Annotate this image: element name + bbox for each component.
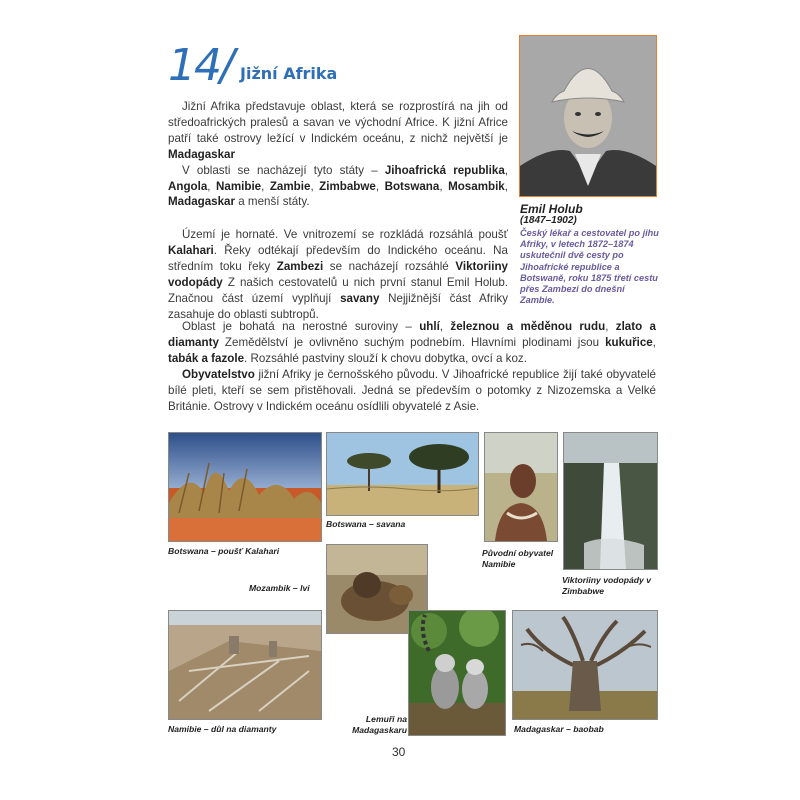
caption-lvi: Mozambik – lvi <box>249 583 310 593</box>
caption-dul: Namibie – důl na diamanty <box>168 724 277 734</box>
photo-victoria-falls <box>563 432 658 570</box>
page-number: 30 <box>392 745 406 759</box>
caption-baobab: Madagaskar – baobab <box>514 724 604 734</box>
paragraph-states: V oblasti se nacházejí tyto státy – Jihoafrická republika, Angola, Namibie, Zambie, Zimbabwe, Botswana, Mosambik, Madagaskar a menší státy. <box>168 163 508 209</box>
photo-namibia-native <box>484 432 558 542</box>
economy-text <box>168 319 656 414</box>
photo-lemurs <box>408 610 506 736</box>
paragraph-region: Jižní Afrika představuje oblast, která se rozprostírá na jih od středoafrických pralesů a savan ve východní Africe. K jižní Africe patří také ostrovy ležící v Indickém oceánu, z nichž největší je Madagaskar <box>168 100 508 161</box>
portrait-name: Emil Holub <box>520 202 583 216</box>
photo-kalahari-desert <box>168 432 322 542</box>
portrait-description: Český lékař a cestovatel po jihu Afriky, v letech 1872–1874 uskutečnil dvě cesty po Jihoafrické republice a Botswaně, roku 1875 třetí cestu přes Zambezi do dnešní Zambie. <box>520 228 659 306</box>
caption-lemuri: Lemuři na Madagaskaru <box>352 714 407 735</box>
caption-vodopady: Viktoriiny vodopády v Zimbabwe <box>562 575 651 596</box>
portrait-years: (1847–1902) <box>520 215 577 226</box>
photo-diamond-mine <box>168 610 322 720</box>
terrain-text <box>168 227 508 322</box>
paragraph-population: Obyvatelstvo jižní Afriky je černošského původu. V Jihoafrické republice žijí také obyvatelé bílé pleti, kteří se sem přistěhovali. Jedná se především o potomky z Nizozemska a Velké Británie. Ostrovy v Indickém oceánu osídlili obyvatelé z Asie. <box>168 367 656 413</box>
chapter-number: 14/ <box>168 40 233 91</box>
caption-obyvatel: Původní obyvatel Namibie <box>482 548 554 569</box>
paragraph-economy: Oblast je bohatá na nerostné suroviny – uhlí, železnou a měděnou rudu, zlato a diamanty Zemědělství je ovlivněno suchým podnebím. Hlavními plodinami jsou kukuřice, tabák a fazole. Rozsáhlé pastviny slouží k chovu dobytka, ovcí a koz. <box>168 320 657 365</box>
photo-botswana-savanna <box>326 432 479 516</box>
caption-kalahari: Botswana – poušť Kalahari <box>168 546 280 556</box>
portrait-photo-emil-holub <box>519 35 657 197</box>
chapter-title: Jižní Afrika <box>240 64 338 83</box>
caption-savana: Botswana – savana <box>326 519 406 529</box>
intro-text <box>168 99 508 210</box>
photo-baobab <box>512 610 658 720</box>
paragraph-terrain: Území je hornaté. Ve vnitrozemí se rozkládá rozsáhlá poušť Kalahari. Řeky odtékají především do Indického oceánu. Na středním toku řeky Zambezi se nacházejí rozsáhlé Viktoriiny vodopády Z našich cestovatelů u nich první stanul Emil Holub. Značnou část území vyplňují savany Nejjižnější část Afriky zasahuje do oblasti subtropů. <box>168 228 508 321</box>
